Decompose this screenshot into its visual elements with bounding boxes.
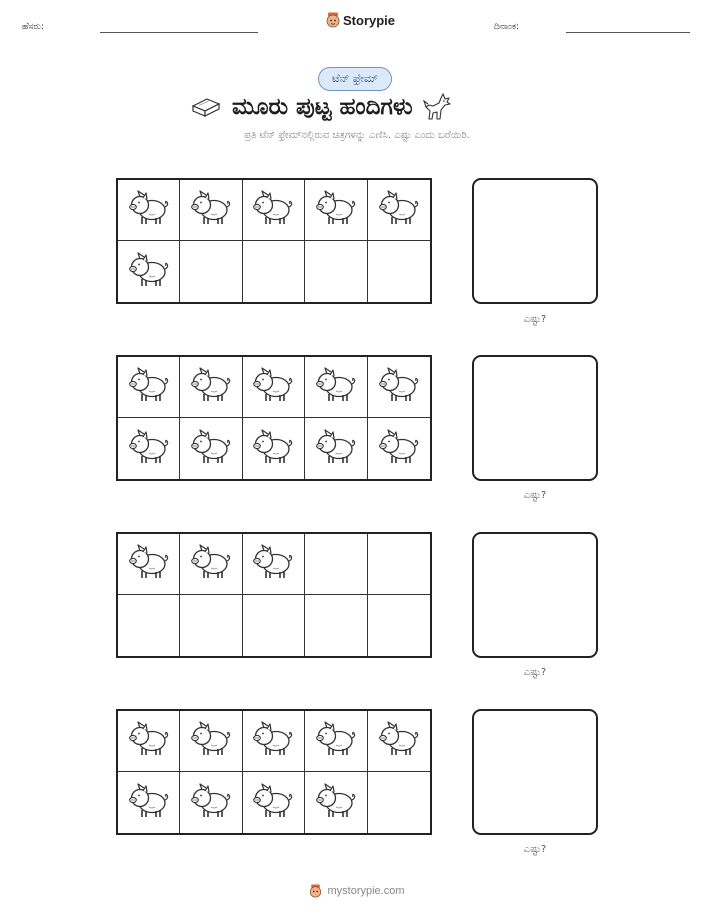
- storypie-mascot-icon: [309, 884, 322, 898]
- footer-url[interactable]: mystorypie.com: [327, 885, 405, 897]
- ten-frame-cell: [368, 418, 430, 479]
- pig-icon: [251, 719, 295, 763]
- pig-icon: [189, 542, 233, 586]
- ten-frame-cell: [305, 357, 367, 418]
- pig-icon: [189, 719, 233, 763]
- pig-icon: [127, 719, 171, 763]
- answer-box[interactable]: [472, 178, 598, 304]
- answer-prompt: ಎಷ್ಟು?: [523, 490, 547, 501]
- pig-icon: [189, 365, 233, 409]
- answer-prompt: ಎಷ್ಟು?: [523, 314, 547, 325]
- answer-prompt: ಎಷ್ಟು?: [523, 667, 547, 678]
- pig-icon: [377, 188, 421, 232]
- pig-icon: [189, 427, 233, 471]
- answer-box[interactable]: [472, 532, 598, 658]
- ten-frame-cell: [243, 418, 305, 479]
- ten-frame-cell: [118, 711, 180, 772]
- brand-logo: [326, 12, 395, 28]
- pig-icon: [314, 427, 358, 471]
- ten-frame: [116, 532, 432, 658]
- ten-frame-cell: [368, 534, 430, 595]
- ten-frame-cell: [180, 180, 242, 241]
- worksheet-title: ಮೂರು ಪುಟ್ಟ ಹಂದಿಗಳು: [232, 94, 413, 120]
- ten-frame-cell: [305, 772, 367, 833]
- pig-icon: [127, 427, 171, 471]
- ten-frame-cell: [368, 595, 430, 656]
- ten-frame: [116, 355, 432, 481]
- ten-frame-cell: [305, 241, 367, 302]
- ten-frame-cell: [180, 595, 242, 656]
- ten-frame-cell: [118, 357, 180, 418]
- answer-prompt: ಎಷ್ಟು?: [523, 844, 547, 855]
- pig-icon: [314, 365, 358, 409]
- ten-frame-cell: [243, 711, 305, 772]
- ten-frame-badge: ಟೆನ್ ಫ್ರೇಮ್: [318, 67, 392, 91]
- ten-frame-cell: [243, 180, 305, 241]
- pig-icon: [189, 188, 233, 232]
- ten-frame-cell: [368, 711, 430, 772]
- pig-icon: [251, 188, 295, 232]
- pig-icon: [251, 542, 295, 586]
- title-row: [190, 89, 530, 125]
- answer-box[interactable]: [472, 355, 598, 481]
- ten-frame-cell: [118, 595, 180, 656]
- ten-frame-cell: [243, 241, 305, 302]
- wolf-icon: [423, 90, 455, 124]
- pig-icon: [251, 427, 295, 471]
- ten-frame-cell: [368, 180, 430, 241]
- ten-frame-cell: [180, 357, 242, 418]
- ten-frame-cell: [368, 772, 430, 833]
- ten-frame-cell: [243, 772, 305, 833]
- ten-frame-cell: [305, 595, 367, 656]
- ten-frame-cell: [243, 595, 305, 656]
- ten-frame: [116, 178, 432, 304]
- ten-frame-cell: [180, 418, 242, 479]
- ten-frame-cell: [118, 534, 180, 595]
- storypie-mascot-icon: [326, 12, 340, 28]
- pig-icon: [251, 365, 295, 409]
- pig-icon: [251, 781, 295, 825]
- ten-frame-cell: [305, 418, 367, 479]
- ten-frame-cell: [305, 534, 367, 595]
- name-line[interactable]: [100, 32, 258, 33]
- ten-frame-cell: [118, 418, 180, 479]
- brick-icon: [190, 96, 222, 118]
- ten-frame-cell: [180, 534, 242, 595]
- ten-frame-cell: [118, 241, 180, 302]
- pig-icon: [377, 719, 421, 763]
- brand-name: Storypie: [343, 12, 396, 28]
- pig-icon: [127, 188, 171, 232]
- ten-frame: [116, 709, 432, 835]
- ten-frame-cell: [305, 180, 367, 241]
- pig-icon: [127, 250, 171, 294]
- date-label: ದಿನಾಂಕ:: [494, 22, 520, 32]
- name-label: ಹೆಸರು:: [22, 22, 45, 32]
- ten-frame-cell: [243, 534, 305, 595]
- footer: [0, 884, 714, 898]
- ten-frame-cell: [368, 357, 430, 418]
- pig-icon: [127, 542, 171, 586]
- answer-box[interactable]: [472, 709, 598, 835]
- pig-icon: [127, 365, 171, 409]
- ten-frame-cell: [305, 711, 367, 772]
- ten-frame-cell: [180, 772, 242, 833]
- ten-frame-cell: [180, 711, 242, 772]
- pig-icon: [314, 188, 358, 232]
- pig-icon: [314, 781, 358, 825]
- pig-icon: [189, 781, 233, 825]
- pig-icon: [127, 781, 171, 825]
- date-line[interactable]: [566, 32, 690, 33]
- pig-icon: [314, 719, 358, 763]
- ten-frame-cell: [118, 180, 180, 241]
- ten-frame-cell: [368, 241, 430, 302]
- instruction-text: ಪ್ರತಿ ಟೆನ್ ಫ್ರೇಮ್‌ನಲ್ಲಿರುವ ಚಿತ್ರಗಳನ್ನು ಎಣಿಸಿ. ಎಷ್ಟು ಎಂದು ಬರೆಯಿರಿ.: [244, 130, 470, 141]
- ten-frame-cell: [243, 357, 305, 418]
- ten-frame-cell: [118, 772, 180, 833]
- pig-icon: [377, 365, 421, 409]
- ten-frame-cell: [180, 241, 242, 302]
- pig-icon: [377, 427, 421, 471]
